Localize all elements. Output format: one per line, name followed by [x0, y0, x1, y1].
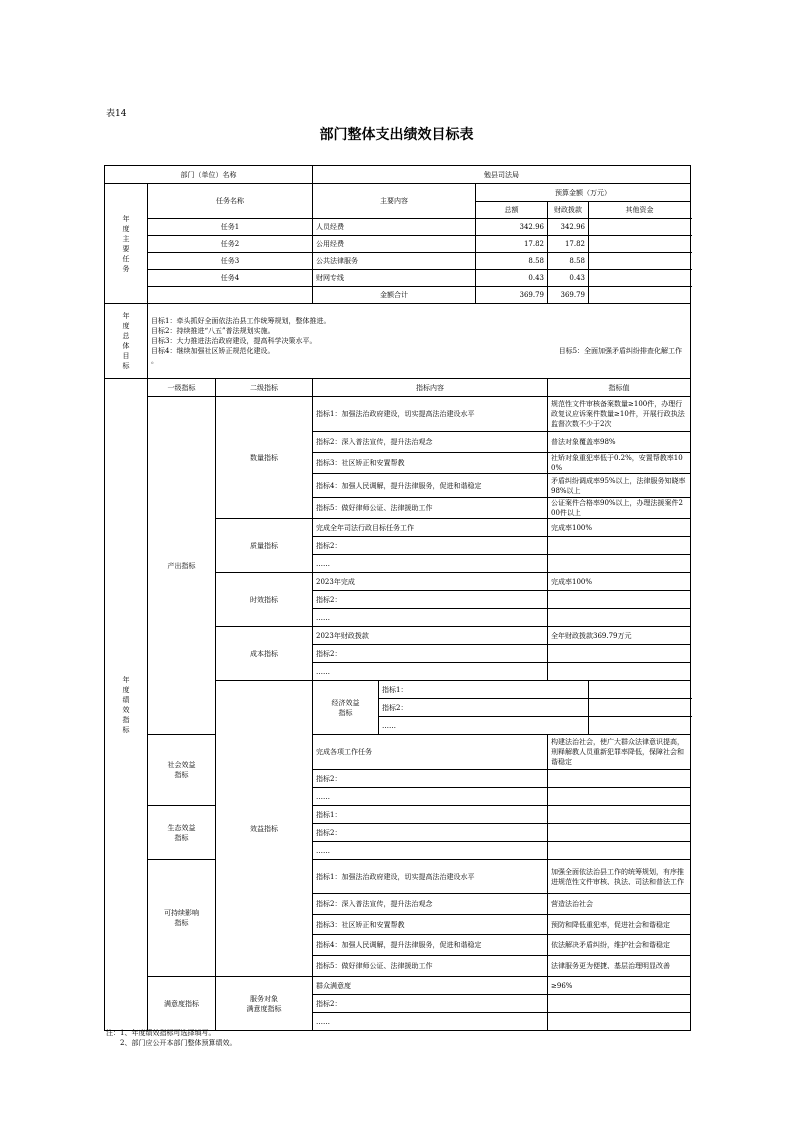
indicator-content: …… — [313, 1013, 548, 1031]
indicator-value: 规范性文件审核备案数量≥100件，办理行政复议应诉案件数量≥10件，开展行政执法监督次数不少于2次 — [548, 397, 691, 432]
indicator-content: 指标2： — [313, 995, 548, 1013]
col-level1: 一级指标 — [148, 379, 216, 397]
footnotes — [106, 1028, 236, 1048]
task-other — [589, 270, 691, 287]
task-name: 任务4 — [148, 270, 313, 287]
indicator-content: …… — [313, 788, 548, 806]
task-content: 人员经费 — [313, 219, 476, 236]
col-indicator-content: 指标内容 — [313, 379, 548, 397]
dept-value: 勉县司法局 — [313, 166, 691, 184]
sum-other — [589, 287, 691, 304]
indicator-value — [589, 699, 691, 717]
indicator-value: 加强全面依法治县工作的统筹规划，有序推进规范性文件审核、执法、司法和普法工作 — [548, 860, 691, 894]
level2-label: 质量指标 — [216, 519, 313, 573]
level2-label: 社会效益 指标 — [148, 735, 216, 806]
indicator-content: 指标1：加强法治政府建设，切实提高法治建设水平 — [313, 860, 548, 894]
indicator-value — [548, 663, 691, 681]
level1-satisfaction: 满意度指标 — [148, 977, 216, 1031]
col-other: 其他资金 — [589, 202, 691, 219]
indicator-content: 指标2： — [313, 645, 548, 663]
indicator-value: 完成率100% — [548, 573, 691, 591]
indicator-value: 全年财政拨款369.79万元 — [548, 627, 691, 645]
indicator-content: 指标4：加强人民调解，提升法律服务，促进和谐稳定 — [313, 474, 548, 498]
indicator-value — [548, 788, 691, 806]
level2-label: 时效指标 — [216, 573, 313, 627]
task-total: 342.96 — [476, 219, 548, 236]
level2-label: 服务对象 满意度指标 — [216, 977, 313, 1031]
col-fiscal: 财政拨款 — [548, 202, 589, 219]
performance-table — [104, 165, 691, 1031]
indicator-value: 完成率100% — [548, 519, 691, 537]
col-level2: 二级指标 — [216, 379, 313, 397]
indicator-content: 指标3：社区矫正和安置帮教 — [313, 915, 548, 935]
task-total: 0.43 — [476, 270, 548, 287]
indicator-content: …… — [313, 842, 548, 860]
goal-trailing: 。 — [151, 357, 158, 365]
indicator-value — [548, 555, 691, 573]
indicator-content: …… — [379, 717, 589, 735]
level1-output: 产出指标 — [148, 397, 216, 735]
indicator-value: 法律服务更为便捷、基层治理明显改善 — [548, 956, 691, 977]
indicator-value — [548, 770, 691, 788]
indicator-content: 指标1： — [313, 806, 548, 824]
task-content: 公共法律服务 — [313, 253, 476, 270]
goal-line: 目标3：大力推进法治政府建设，提高科学决策水平。 — [151, 337, 317, 345]
indicator-content: …… — [313, 609, 548, 627]
indicator-value: 构建法治社会，使广大群众法律意识提高，刑释解教人员重新犯罪率降低，保障社会和谐稳定 — [548, 735, 691, 770]
task-other — [589, 236, 691, 253]
sum-total: 369.79 — [476, 287, 548, 304]
level2-label: 经济效益 指标 — [313, 681, 379, 735]
indicator-content: 指标2：深入普法宣传，提升法治观念 — [313, 894, 548, 915]
indicator-value — [548, 806, 691, 824]
note-2: 2、部门应公开本部门整体预算绩效。 — [120, 1039, 237, 1047]
indicator-content: 指标1：加强法治政府建设，切实提高法治建设水平 — [313, 397, 548, 432]
section-indicators-label: 年 度 绩 效 指 标 — [105, 379, 148, 1031]
indicator-content: …… — [313, 555, 548, 573]
indicator-content: 2023年完成 — [313, 573, 548, 591]
task-name: 任务2 — [148, 236, 313, 253]
indicator-content: 指标3：社区矫正和安置帮教 — [313, 453, 548, 474]
level1-benefit: 效益指标 — [216, 681, 313, 977]
indicator-value: 营造法治社会 — [548, 894, 691, 915]
indicator-content: 指标2： — [313, 537, 548, 555]
page-title: 部门整体支出绩效目标表 — [319, 127, 474, 143]
indicator-content: 指标2： — [379, 699, 589, 717]
goal-line: 目标1：牵头抓好全面依法治县工作统筹规划，整体推进。 — [151, 317, 331, 325]
indicator-value: 矛盾纠纷调成率95%以上，法律服务知晓率98%以上 — [548, 474, 691, 498]
table-number: 表14 — [106, 109, 127, 119]
note-1: 注：1、年度绩效指标可选择填写。 — [106, 1029, 216, 1037]
section-goals-label: 年 度 总 体 目 标 — [105, 304, 148, 379]
goal-line: 目标2：持续推进“八五”普法规划实施。 — [151, 327, 275, 335]
col-total: 总额 — [476, 202, 548, 219]
indicator-value — [548, 995, 691, 1013]
indicator-content: 2023年财政拨款 — [313, 627, 548, 645]
col-indicator-value: 指标值 — [548, 379, 691, 397]
indicator-value: 依法解决矛盾纠纷，维护社会和谐稳定 — [548, 935, 691, 956]
indicator-value: 预防和降低重犯率，促进社会和谐稳定 — [548, 915, 691, 935]
task-name: 任务3 — [148, 253, 313, 270]
indicator-value: ≥96% — [548, 977, 691, 995]
indicator-value — [548, 537, 691, 555]
indicator-value — [548, 645, 691, 663]
indicator-content: 完成各项工作任务 — [313, 735, 548, 770]
indicator-value — [548, 824, 691, 842]
sum-blank — [148, 287, 313, 304]
indicator-value — [548, 609, 691, 627]
task-total: 8.58 — [476, 253, 548, 270]
col-main-content: 主要内容 — [313, 184, 476, 219]
indicator-content: 指标4：加强人民调解，提升法律服务，促进和谐稳定 — [313, 935, 548, 956]
task-fiscal: 8.58 — [548, 253, 589, 270]
task-name: 任务1 — [148, 219, 313, 236]
indicator-content: 指标5：做好律师公证、法律援助工作 — [313, 498, 548, 519]
indicator-content: 指标2： — [313, 770, 548, 788]
indicator-value: 社矫对象重犯率低于0.2%，安置帮教率100% — [548, 453, 691, 474]
indicator-content: 指标2： — [313, 824, 548, 842]
level2-label: 可持续影响 指标 — [148, 860, 216, 977]
indicator-value — [548, 842, 691, 860]
indicator-value — [589, 717, 691, 735]
goals-text — [148, 304, 691, 379]
task-content: 公用经费 — [313, 236, 476, 253]
task-fiscal: 342.96 — [548, 219, 589, 236]
indicator-content: 指标1： — [379, 681, 589, 699]
col-budget: 预算金额（万元） — [476, 184, 691, 202]
level2-label: 成本指标 — [216, 627, 313, 681]
task-total: 17.82 — [476, 236, 548, 253]
level2-label: 数量指标 — [216, 397, 313, 519]
sum-fiscal: 369.79 — [548, 287, 589, 304]
level2-label: 生态效益 指标 — [148, 806, 216, 860]
indicator-value — [548, 591, 691, 609]
indicator-content: …… — [313, 663, 548, 681]
task-other — [589, 253, 691, 270]
indicator-value — [589, 681, 691, 699]
task-fiscal: 17.82 — [548, 236, 589, 253]
task-fiscal: 0.43 — [548, 270, 589, 287]
indicator-content: 指标2：深入普法宣传，提升法治观念 — [313, 432, 548, 453]
indicator-content: 群众满意度 — [313, 977, 548, 995]
section-tasks-label: 年 度 主 要 任 务 — [105, 184, 148, 304]
indicator-value: 公证案件合格率90%以上，办理法援案件200件以上 — [548, 498, 691, 519]
task-other — [589, 219, 691, 236]
dept-label: 部门（单位）名称 — [105, 166, 313, 184]
goal-line: 目标4：继续加强社区矫正规范化建设。 — [151, 347, 275, 355]
task-content: 财网专线 — [313, 270, 476, 287]
indicator-content: 指标2： — [313, 591, 548, 609]
indicator-value — [548, 1013, 691, 1031]
col-task-name: 任务名称 — [148, 184, 313, 219]
indicator-content: 完成全年司法行政目标任务工作 — [313, 519, 548, 537]
goal-5: 目标5：全面加强矛盾纠纷排查化解工作 — [558, 347, 683, 355]
indicator-content: 指标5：做好律师公证、法律援助工作 — [313, 956, 548, 977]
indicator-value: 普法对象覆盖率98% — [548, 432, 691, 453]
sum-label: 金额合计 — [313, 287, 476, 304]
